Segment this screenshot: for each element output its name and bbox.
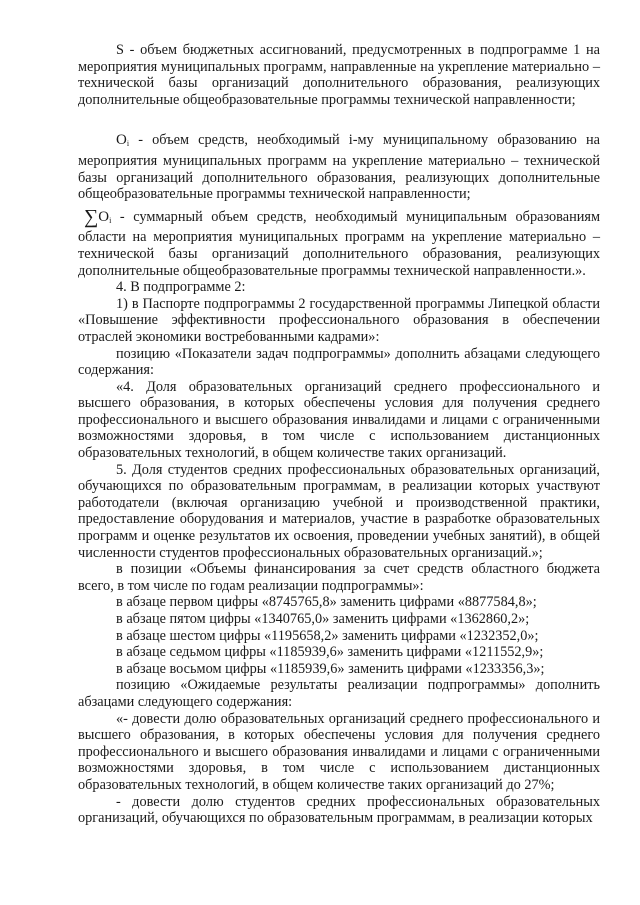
paragraph-position-financing: в позиции «Объемы финансирования за счет средств областного бюджета всего, в том числе по годам реализации подпрограммы»:: [78, 561, 600, 594]
spacer: [78, 108, 600, 132]
paragraph-abzac-7: в абзаце седьмом цифры «1185939,6» заменить цифрами «1211552,9»;: [116, 644, 544, 661]
paragraph-abzac-8: в абзаце восьмом цифры «1185939,6» заменить цифрами «1233356,3»;: [116, 660, 545, 677]
paragraph-s-definition: S - объем бюджетных ассигнований, предусмотренных в подпрограмме 1 на мероприятия муниципальных программ, направленные на укрепление материально – технической базы организаций дополнительного образования, реализующих дополнительные общеобразовательные программы технической направленности;: [78, 42, 600, 108]
paragraph-abzac-6: в абзаце шестом цифры «1195658,2» заменить цифрами «1232352,0»;: [116, 627, 539, 644]
paragraph-quote-4: «4. Доля образовательных организаций среднего профессионального и высшего образования, в которых обеспечены условия для получения среднего профессионального и высшего образования инвалидами и лицами с ограниченными возможностями здоровья, в том числе с использованием дистанционных образовательных технологий, в общем количестве таких организаций.: [78, 378, 600, 462]
paragraph-sum-definition: [78, 205, 600, 279]
sum-o-symbol: O: [98, 208, 110, 225]
paragraph-position-indicators: позицию «Показатели задач подпрограммы» дополнить абзацами следующего содержания:: [78, 345, 600, 379]
oi-symbol: O: [116, 132, 127, 149]
paragraph-abzac-5: в абзаце пятом цифры «1340765,0» заменить цифрами «1362860,2»;: [116, 611, 530, 627]
paragraph-position-results: позицию «Ожидаемые результаты реализации подпрограммы» дополнить абзацами следующего содержания:: [78, 677, 600, 710]
sum-definition-text: - суммарный объем средств, необходимый муниципальным образованиям области на мероприятия муниципальных программ на укрепление материально – технической базы организаций дополнительного образования, реализующих дополнительные общеобразовательные программы технической направленности.».: [78, 208, 600, 279]
oi-subscript: i: [126, 139, 130, 149]
oi-definition-text: - объем средств, необходимый i-му муниципальному образованию на мероприятия муниципальных программ на укрепление материально – технической базы организаций дополнительного образования, реализующих дополнительные общеобразовательные программы технической направленности;: [78, 132, 600, 203]
sum-symbol: ∑: [84, 205, 99, 228]
paragraph-oi-definition: [78, 132, 600, 202]
document-page: [78, 42, 600, 827]
paragraph-item-4: 4. В подпрограмме 2:: [116, 279, 246, 296]
paragraph-result-2: - довести долю студентов средних профессиональных образовательных организаций, обучающихся по образовательным программам, в реализации которых: [78, 793, 600, 827]
sum-subscript: i: [109, 215, 112, 225]
paragraph-abzac-1: в абзаце первом цифры «8745765,8» заменить цифрами «8877584,8»;: [116, 594, 537, 611]
paragraph-subitem-1: 1) в Паспорте подпрограммы 2 государственной программы Липецкой области «Повышение эффективности профессионального образования в обеспечении отраслей экономики востребованными кадрами»:: [78, 295, 600, 345]
paragraph-result-1: «- довести долю образовательных организаций среднего профессионального и высшего образования, в которых обеспечены условия для получения среднего профессионального и высшего образования инвалидами и лицами с ограниченными возможностями здоровья, в том числе с использованием дистанционных образовательных технологий, в общем количестве таких организаций до 27%;: [78, 710, 600, 793]
paragraph-quote-5: 5. Доля студентов средних профессиональных образовательных организаций, обучающихся по образовательным программам, в реализации которых участвуют работодатели (включая организацию учебной и производственной практики, предоставление оборудования и материалов, участие в разработке образовательных программ и оценке результатов их освоения, проведении учебных занятий), в общей численности студентов профессиональных образовательных организаций.»;: [78, 461, 600, 561]
